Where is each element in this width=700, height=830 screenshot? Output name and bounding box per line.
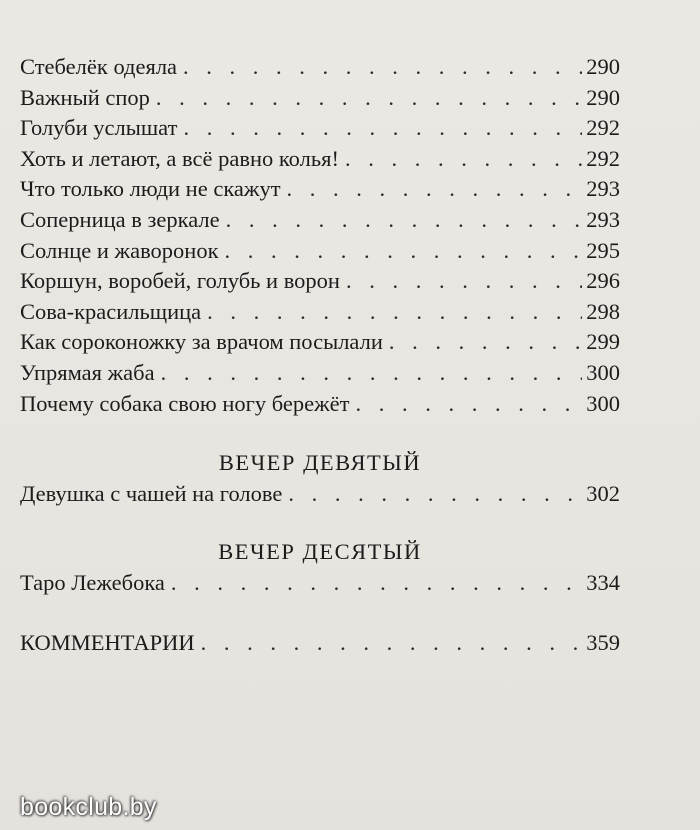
toc-entry	[20, 327, 620, 358]
toc-entry-title: КОММЕНТАРИИ	[20, 630, 195, 656]
dot-leader	[346, 266, 582, 297]
toc-entry-page: 296	[586, 268, 620, 294]
toc-entry-page: 292	[586, 115, 620, 141]
toc-entry-page: 293	[586, 206, 620, 232]
table-of-contents	[20, 52, 620, 659]
toc-entry-title: Важный спор	[20, 84, 150, 110]
spacer	[20, 419, 620, 447]
dot-leader	[288, 479, 582, 510]
toc-entry	[20, 205, 620, 236]
toc-entry-title: Упрямая жаба	[20, 359, 155, 385]
dot-leader	[201, 628, 583, 659]
section-heading-tenth-evening: ВЕЧЕР ДЕСЯТЫЙ	[218, 538, 422, 564]
toc-entry-title: Девушка с чашей на голове	[20, 481, 283, 507]
toc-entry-page: 293	[586, 176, 620, 202]
toc-entry-page: 290	[586, 84, 620, 110]
toc-entry-title: Сова-красильщица	[20, 298, 202, 324]
toc-entry	[20, 297, 620, 328]
toc-entry-page: 359	[586, 630, 620, 656]
toc-entry-title: Таро Лежебока	[20, 569, 165, 595]
toc-entry-title: Что только люди не скажут	[20, 176, 281, 202]
toc-entry	[20, 389, 620, 420]
toc-entry-page: 290	[586, 54, 620, 79]
toc-entry	[20, 266, 620, 297]
dot-leader	[183, 52, 582, 83]
toc-entry-title: Почему собака свою ногу бережёт	[20, 390, 350, 416]
section-heading-ninth-evening: ВЕЧЕР ДЕВЯТЫЙ	[218, 450, 422, 476]
toc-entry-page: 295	[586, 237, 620, 263]
spacer	[20, 598, 620, 628]
dot-leader	[171, 568, 582, 599]
toc-entry-page: 299	[586, 329, 620, 355]
spacer	[20, 510, 620, 536]
dot-leader	[207, 297, 582, 328]
dot-leader	[389, 327, 582, 358]
toc-entry-page: 292	[586, 145, 620, 171]
toc-entry-page: 334	[586, 569, 620, 595]
toc-entry	[20, 144, 620, 175]
toc-entry-title: Голуби услышат	[20, 115, 178, 141]
toc-entry-page: 300	[586, 390, 620, 416]
site-watermark: bookclub.by	[20, 793, 157, 821]
dot-leader	[156, 83, 582, 114]
toc-entry	[20, 52, 620, 83]
dot-leader	[287, 174, 583, 205]
dot-leader	[183, 113, 582, 144]
toc-entry-page: 298	[586, 298, 620, 324]
dot-leader	[345, 144, 582, 175]
toc-entry	[20, 174, 620, 205]
dot-leader	[161, 358, 583, 389]
toc-entry	[20, 113, 620, 144]
dot-leader	[226, 205, 583, 236]
toc-entry-title: Солнце и жаворонок	[20, 237, 219, 263]
toc-entry	[20, 83, 620, 114]
toc-entry-title: Хоть и летают, а всё равно колья!	[20, 145, 339, 171]
dot-leader	[355, 389, 582, 420]
toc-entry-page: 300	[586, 359, 620, 385]
toc-entry	[20, 568, 620, 599]
toc-entry-page: 302	[586, 481, 620, 507]
toc-entry-title: Как сороконожку за врачом посылали	[20, 329, 383, 355]
dot-leader	[225, 236, 583, 267]
toc-entry	[20, 236, 620, 267]
toc-entry	[20, 479, 620, 510]
toc-entry-comments	[20, 628, 620, 659]
toc-entry-title: Соперница в зеркале	[20, 206, 220, 232]
toc-entry-title: Коршун, воробей, голубь и ворон	[20, 268, 340, 294]
toc-entry	[20, 358, 620, 389]
toc-entry-title: Стебелёк одеяла	[20, 54, 178, 79]
